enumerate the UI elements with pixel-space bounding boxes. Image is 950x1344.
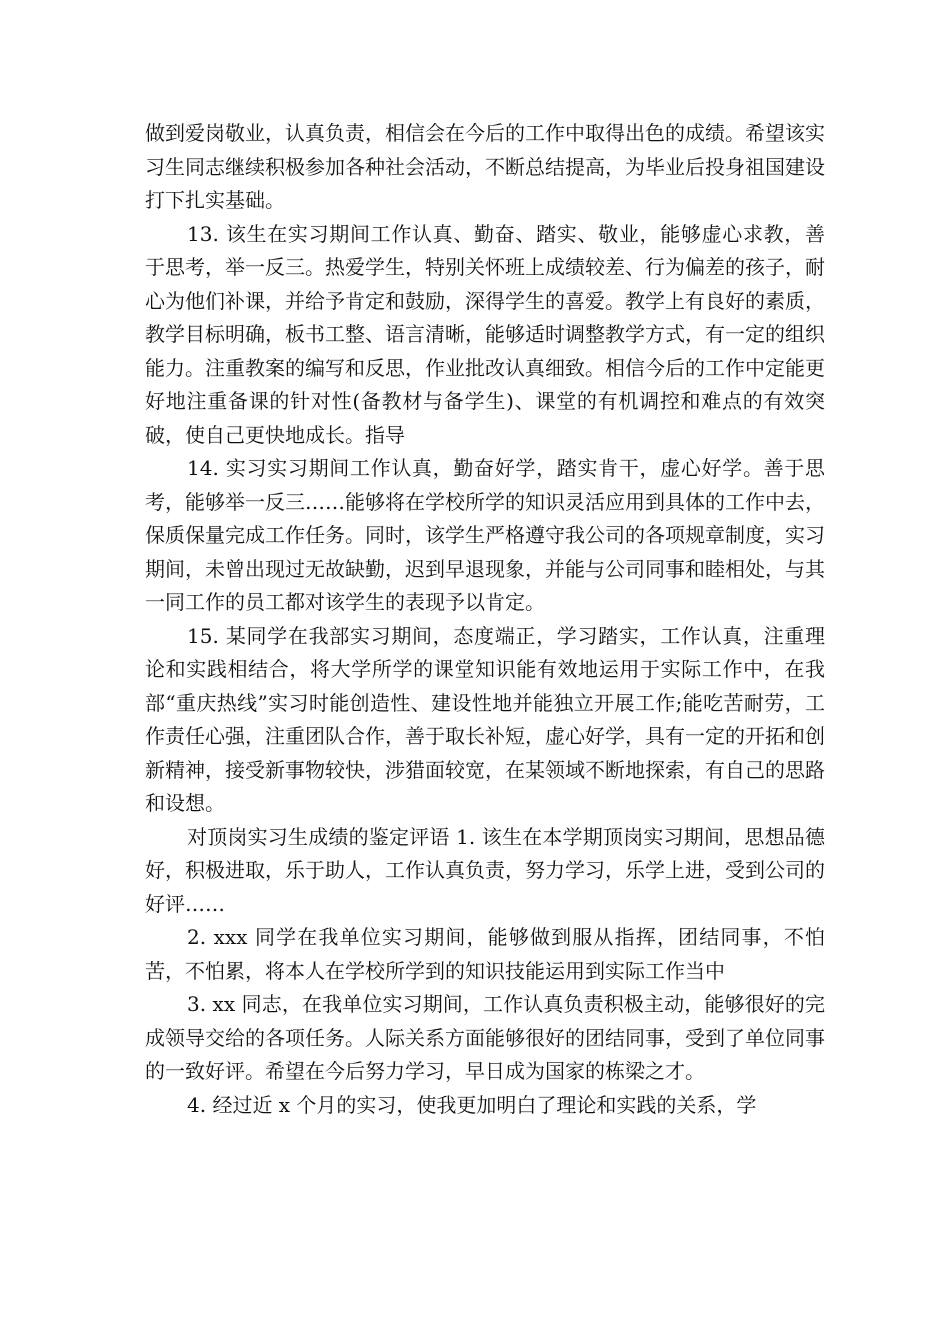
paragraph-appraisal-1: 对顶岗实习生成绩的鉴定评语 1. 该生在本学期顶岗实习期间，思想品德好，积极进取，乐于助人，工作认真负责，努力学习，乐学上进，受到公司的好评…… — [145, 824, 825, 916]
paragraph-appraisal-2: 2. xxx 同学在我单位实习期间，能够做到服从指挥，团结同事，不怕苦，不怕累，将本人在学校所学到的知识技能运用到实际工作当中 — [145, 925, 825, 983]
paragraph-13: 13. 该生在实习期间工作认真、勤奋、踏实、敬业，能够虚心求教，善于思考，举一反三。热爱学生，特别关怀班上成绩较差、行为偏差的孩子，耐心为他们补课，并给予肯定和鼓励，深得学生的喜爱。教学上有良好的素质，教学目标明确，板书工整、语言清晰，能够适时调整教学方式，有一定的组织能力。注重教案的编写和反思，作业批改认真细致。相信今后的工作中定能更好地注重备课的针对性(备教材与备学生)、课堂的有机调控和难点的有效突破，使自己更快地成长。指导 — [145, 221, 825, 447]
paragraph-appraisal-4: 4. 经过近 x 个月的实习，使我更加明白了理论和实践的关系，学 — [187, 1092, 757, 1117]
paragraph-15: 15. 某同学在我部实习期间，态度端正，学习踏实，工作认真，注重理论和实践相结合，将大学所学的课堂知识能有效地运用于实际工作中，在我部“重庆热线”实习时能创造性、建设性地并能独立开展工作;能吃苦耐劳，工作责任心强，注重团队合作，善于取长补短，虚心好学，具有一定的开拓和创新精神，接受新事物较快，涉猎面较宽，在某领域不断地探索，有自己的思路和设想。 — [145, 623, 825, 815]
paragraph-14: 14. 实习实习期间工作认真，勤奋好学，踏实肯干，虚心好学。善于思考，能够举一反三……能够将在学校所学的知识灵活应用到具体的工作中去，保质保量完成工作任务。同时，该学生严格遵守我公司的各项规章制度，实习期间，未曾出现过无故缺勤，迟到早退现象，并能与公司同事和睦相处，与其一同工作的员工都对该学生的表现予以肯定。 — [145, 456, 825, 614]
document-body — [145, 117, 825, 1122]
paragraph-appraisal-3: 3. xx 同志，在我单位实习期间，工作认真负责积极主动，能够很好的完成领导交给的各项任务。人际关系方面能够很好的团结同事，受到了单位同事的一致好评。希望在今后努力学习，早日成为国家的栋梁之才。 — [145, 992, 825, 1083]
paragraph-1: 做到爱岗敬业，认真负责，相信会在今后的工作中取得出色的成绩。希望该实习生同志继续积极参加各种社会活动，不断总结提高，为毕业后投身祖国建设打下扎实基础。 — [145, 121, 825, 212]
